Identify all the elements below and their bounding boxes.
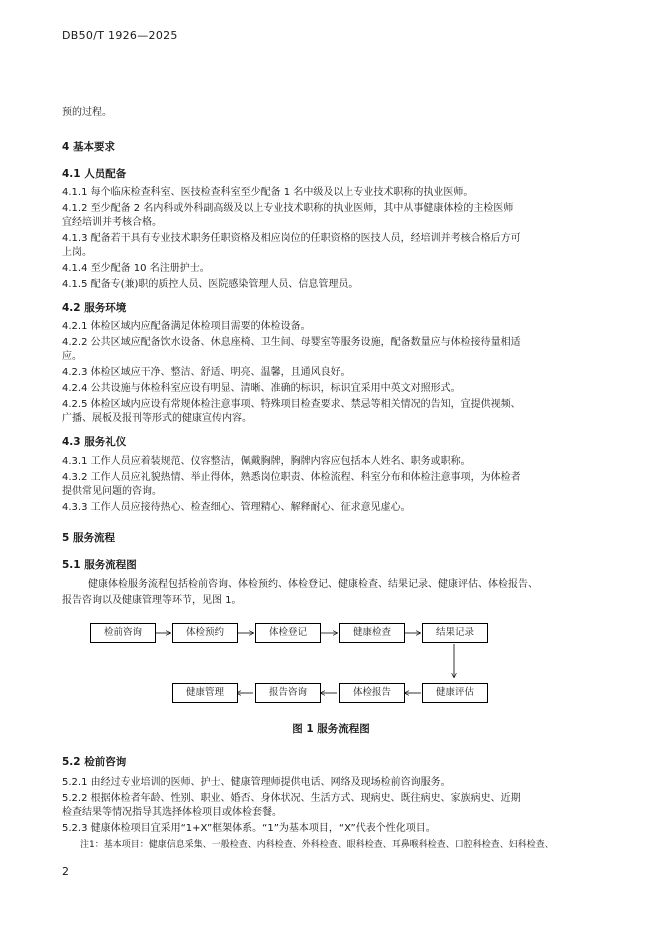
clause-4-3-3: 4.3.3 工作人员应接待热心、检查细心、管理精心、解释耐心、征求意见虚心。 [62, 502, 411, 513]
clause-4-1-2-cont: 宜经培训并考核合格。 [62, 217, 162, 228]
section-4-1-title: 4.1 人员配备 [62, 168, 127, 180]
clause-4-2-5: 4.2.5 体检区域内应设有常规体检注意事项、特殊项目检查要求、禁忌等相关情况的告知，宜提供视频、 [62, 399, 521, 410]
note-1: 注1：基本项目：健康信息采集、一般检查、内科检查、外科检查、眼科检查、耳鼻喉科检查、口腔科检查、妇科检查、 [80, 840, 554, 850]
section-5-title: 5 服务流程 [62, 532, 115, 544]
clause-4-1-3-cont: 上岗。 [62, 247, 92, 258]
paragraph-5-1-line2: 报告咨询以及健康管理等环节，见图 1。 [62, 595, 242, 606]
flow-step-health-management: 健康管理 [172, 683, 238, 703]
clause-4-3-2: 4.3.2 工作人员应礼貌热情、举止得体，熟悉岗位职责、体检流程、科室分布和体检注意事项，为体检者 [62, 472, 521, 483]
flow-step-health-assessment: 健康评估 [422, 683, 488, 703]
paragraph-5-1-line1: 健康体检服务流程包括检前咨询、体检预约、体检登记、健康检查、结果记录、健康评估、体检报告、 [88, 579, 538, 590]
document-code: DB50/T 1926—2025 [62, 29, 178, 42]
flow-step-report: 体检报告 [339, 683, 405, 703]
section-4-title: 4 基本要求 [62, 141, 115, 153]
clause-4-2-4: 4.2.4 公共设施与体检科室应设有明显、清晰、准确的标识，标识宜采用中英文对照形式。 [62, 383, 461, 394]
clause-4-2-2: 4.2.2 公共区域应配备饮水设备、休息座椅、卫生间、母婴室等服务设施，配备数量应与体检接待量相适 [62, 337, 521, 348]
flow-step-pre-consult: 检前咨询 [90, 623, 156, 643]
section-5-2-title: 5.2 检前咨询 [62, 756, 127, 768]
clause-4-1-5: 4.1.5 配备专(兼)职的质控人员、医院感染管理人员、信息管理员。 [62, 279, 359, 290]
intro-text: 预的过程。 [62, 107, 112, 118]
clause-4-1-2: 4.1.2 至少配备 2 名内科或外科副高级及以上专业技术职称的执业医师，其中从事健康体检的主检医师 [62, 203, 514, 214]
page-number: 2 [62, 865, 69, 878]
clause-4-2-2-cont: 应。 [62, 351, 82, 362]
flow-step-result-record: 结果记录 [422, 623, 488, 643]
flow-step-registration: 体检登记 [255, 623, 321, 643]
figure-caption: 图 1 服务流程图 [292, 723, 370, 735]
section-5-1-title: 5.1 服务流程图 [62, 559, 137, 571]
clause-4-2-3: 4.2.3 体检区域应干净、整洁、舒适、明亮、温馨，且通风良好。 [62, 367, 351, 378]
clause-5-2-2-cont: 检查结果等情况指导其选择体检项目或体检套餐。 [62, 807, 282, 818]
clause-5-2-3: 5.2.3 健康体检项目宜采用“1+X”框架体系。“1”为基本项目，“X”代表个性化项目。 [62, 823, 436, 834]
clause-4-3-1: 4.3.1 工作人员应着装规范、仪容整洁，佩戴胸牌，胸牌内容应包括本人姓名、职务或职称。 [62, 456, 471, 467]
flow-step-appointment: 体检预约 [172, 623, 238, 643]
section-4-2-title: 4.2 服务环境 [62, 302, 127, 314]
flow-step-report-consult: 报告咨询 [255, 683, 321, 703]
clause-4-1-4: 4.1.4 至少配备 10 名注册护士。 [62, 263, 210, 274]
clause-4-2-1: 4.2.1 体检区域内应配备满足体检项目需要的体检设备。 [62, 321, 311, 332]
flow-step-health-check: 健康检查 [339, 623, 405, 643]
clause-4-1-3: 4.1.3 配备若干具有专业技术职务任职资格及相应岗位的任职资格的医技人员，经培训并考核合格后方可 [62, 233, 521, 244]
clause-5-2-1: 5.2.1 由经过专业培训的医师、护士、健康管理师提供电话、网络及现场检前咨询服务。 [62, 777, 451, 788]
clause-5-2-2: 5.2.2 根据体检者年龄、性别、职业、婚否、身体状况、生活方式、现病史、既往病史、家族病史、近期 [62, 793, 521, 804]
clause-4-1-1: 4.1.1 每个临床检查科室、医技检查科室至少配备 1 名中级及以上专业技术职称的执业医师。 [62, 187, 474, 198]
section-4-3-title: 4.3 服务礼仪 [62, 436, 127, 448]
clause-4-3-2-cont: 提供常见问题的咨询。 [62, 486, 162, 497]
clause-4-2-5-cont: 广播、展板及报刊等形式的健康宣传内容。 [62, 413, 252, 424]
